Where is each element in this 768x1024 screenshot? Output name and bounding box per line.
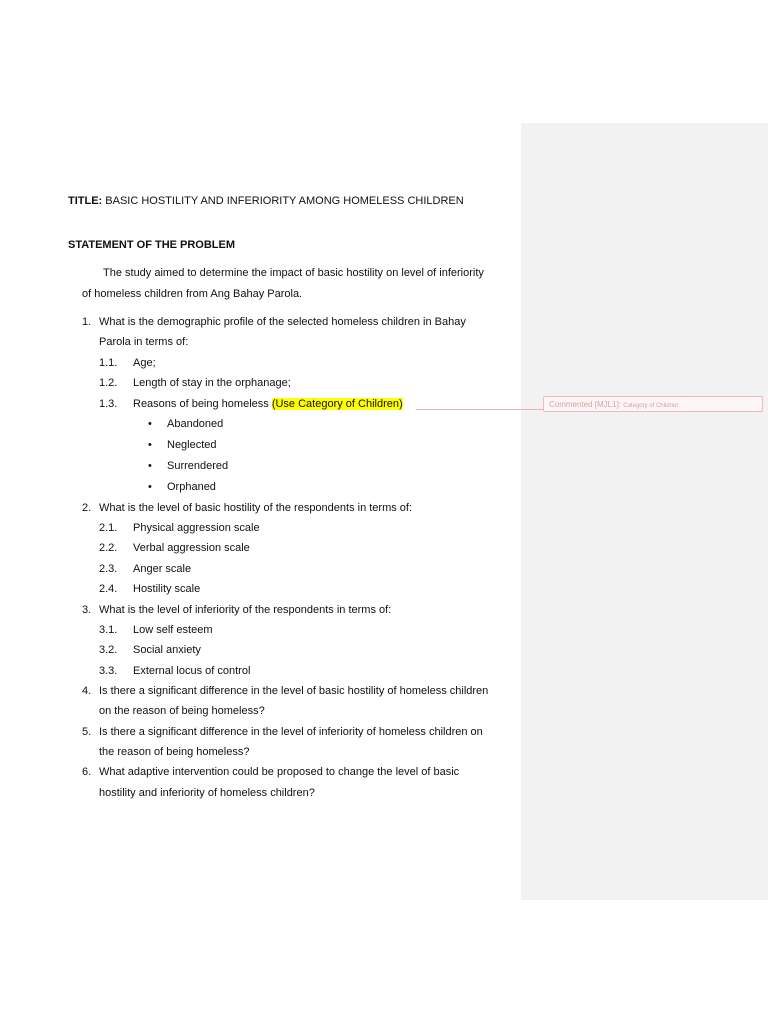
bullet-icon: •	[148, 418, 152, 430]
question-text: on the reason of being homeless?	[99, 705, 265, 717]
sub-item-number: 2.4.	[99, 583, 118, 595]
sub-item-text: Hostility scale	[133, 583, 201, 595]
sub-item-number: 3.2.	[99, 644, 118, 656]
document-title	[68, 194, 464, 208]
question-text: Is there a significant difference in the level of inferiority of homeless children on	[99, 726, 483, 738]
sub-item-number: 3.3.	[99, 665, 118, 677]
sub-item-text: Length of stay in the orphanage;	[133, 377, 291, 389]
bullet-icon: •	[148, 481, 152, 493]
question-number: 1.	[82, 316, 92, 328]
intro-line-1: The study aimed to determine the impact of basic hostility on level of inferiority	[103, 267, 484, 279]
bullet-item: Orphaned	[167, 481, 216, 493]
question-text: What adaptive intervention could be proposed to change the level of basic	[99, 766, 460, 778]
title-text: BASIC HOSTILITY AND INFERIORITY AMONG HOMELESS CHILDREN	[105, 195, 464, 207]
comment-label: Commented [MJL1]:	[549, 400, 622, 409]
sub-item-text: Reasons of being homeless	[133, 398, 269, 410]
sub-item-commented-text[interactable]	[133, 397, 403, 411]
comment-balloon[interactable]	[543, 396, 763, 412]
sub-item-text: Age;	[133, 357, 156, 369]
question-text: Is there a significant difference in the level of basic hostility of homeless children	[99, 685, 489, 697]
sub-item-text: Social anxiety	[133, 644, 201, 656]
comment-connector-line	[416, 409, 543, 410]
question-number: 2.	[82, 502, 92, 514]
bullet-icon: •	[148, 439, 152, 451]
sub-item-number: 1.2.	[99, 377, 118, 389]
comment-pane	[521, 123, 768, 900]
sub-item-text: Physical aggression scale	[133, 522, 260, 534]
sub-item-number: 3.1.	[99, 624, 118, 636]
question-number: 4.	[82, 685, 92, 697]
question-text: Parola in terms of:	[99, 336, 189, 348]
sub-item-number: 2.2.	[99, 542, 118, 554]
sub-item-text: Low self esteem	[133, 624, 213, 636]
bullet-icon: •	[148, 460, 152, 472]
highlighted-note: (Use Category of Children)	[271, 398, 403, 410]
bullet-item: Surrendered	[167, 460, 229, 472]
title-label: TITLE:	[68, 195, 103, 207]
sub-item-text: Verbal aggression scale	[133, 542, 250, 554]
sub-item-number: 2.3.	[99, 563, 118, 575]
question-number: 3.	[82, 604, 92, 616]
sub-item-text: Anger scale	[133, 563, 192, 575]
comment-text: Category of Children:	[623, 403, 680, 409]
bullet-item: Abandoned	[167, 418, 224, 430]
question-text: What is the level of inferiority of the respondents in terms of:	[99, 604, 392, 616]
bullet-item: Neglected	[167, 439, 217, 451]
question-number: 6.	[82, 766, 92, 778]
intro-line-2: of homeless children from Ang Bahay Parola.	[82, 288, 303, 300]
question-text: What is the level of basic hostility of the respondents in terms of:	[99, 502, 413, 514]
question-number: 5.	[82, 726, 92, 738]
sub-item-number: 2.1.	[99, 522, 118, 534]
question-text: the reason of being homeless?	[99, 746, 250, 758]
question-text: What is the demographic profile of the selected homeless children in Bahay	[99, 316, 466, 328]
sub-item-text: External locus of control	[133, 665, 251, 677]
sub-item-number: 1.3.	[99, 398, 118, 410]
section-heading: STATEMENT OF THE PROBLEM	[68, 239, 236, 251]
question-text: hostility and inferiority of homeless children?	[99, 787, 315, 799]
sub-item-number: 1.1.	[99, 357, 118, 369]
